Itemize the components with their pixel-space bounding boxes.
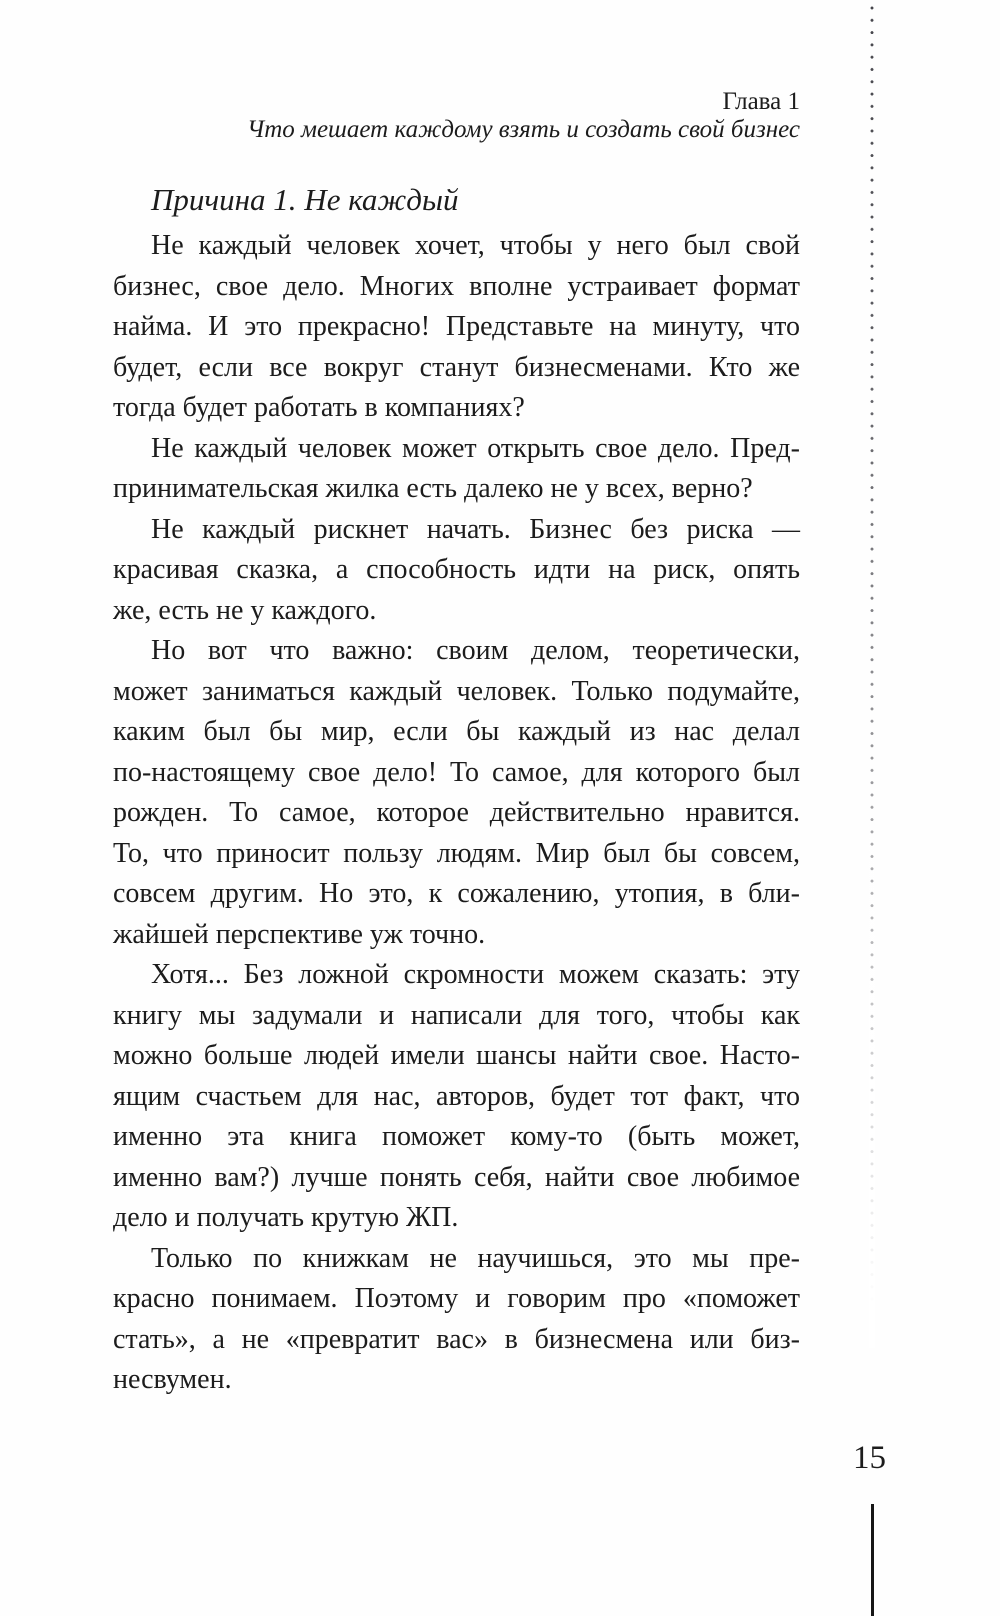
paragraph <box>113 955 800 1239</box>
paragraph-line: именно эта книга поможет кому-то (быть может, <box>113 1121 800 1152</box>
paragraph <box>113 631 800 955</box>
paragraph-line: ящим счастьем для нас, авторов, будет тот факт, что <box>113 1080 800 1112</box>
paragraph <box>113 429 800 510</box>
paragraph <box>113 226 800 429</box>
paragraph-line: бизнес, свое дело. Многих вполне устраивает формат <box>113 270 800 302</box>
paragraph-line: стать», а не «превратит вас» в бизнесмена или биз- <box>113 1323 800 1355</box>
section-heading: Причина 1. Не каждый <box>151 182 459 217</box>
paragraph-line: рожден. То самое, которое действительно нравится. <box>113 797 800 828</box>
paragraph-line: совсем другим. Но это, к сожалению, утопия, в бли- <box>113 878 800 909</box>
paragraph-line: будет, если все вокруг станут бизнесменами. Кто же <box>113 351 800 383</box>
paragraph-line: Хотя... Без ложной скромности можем сказать: эту <box>151 959 800 990</box>
paragraph-line: Только по книжкам не научишься, это мы пре- <box>151 1242 800 1274</box>
paragraph-line: по-настоящему свое дело! То самое, для которого был <box>113 756 800 788</box>
paragraph-line: можно больше людей имели шансы найти свое. Насто- <box>113 1040 800 1071</box>
paragraph-line: принимательская жилка есть далеко не у всех, верно? <box>113 473 753 504</box>
paragraph-line: книгу мы задумали и написали для того, чтобы как <box>113 999 800 1031</box>
page-content <box>113 0 800 1401</box>
paragraph-line: Но вот что важно: своим делом, теоретически, <box>151 635 800 666</box>
page-number: 15 <box>853 1440 886 1476</box>
running-header-title: Что мешает каждому взять и создать свой бизнес <box>246 116 800 143</box>
paragraph-line: несвумен. <box>113 1364 232 1395</box>
paragraph-line: каким был бы мир, если бы каждый из нас делал <box>113 716 800 747</box>
paragraph <box>113 510 800 632</box>
corner-rule <box>871 1504 874 1616</box>
paragraph-line: красивая сказка, а способность идти на риск, опять <box>113 554 800 585</box>
margin-dotted-rule <box>869 3 875 1348</box>
paragraph-line: То, что приносит пользу людям. Мир был бы совсем, <box>113 837 800 869</box>
paragraph-line: Не каждый человек может открыть свое дело. Пред- <box>151 432 800 464</box>
paragraph-line: дело и получать крутую ЖП. <box>113 1202 459 1233</box>
paragraph-line: же, есть не у каждого. <box>113 594 377 626</box>
paragraph <box>113 1239 800 1401</box>
paragraph-line: найма. И это прекрасно! Представьте на минуту, что <box>113 311 800 342</box>
paragraph-line: именно вам?) лучше понять себя, найти свое любимое <box>113 1161 800 1193</box>
running-header <box>113 88 800 144</box>
paragraph-line: может заниматься каждый человек. Только подумайте, <box>113 675 800 707</box>
body-paragraphs <box>113 226 800 1401</box>
paragraph-line: Не каждый человек хочет, чтобы у него был свой <box>151 230 800 261</box>
paragraph-line: красно понимаем. Поэтому и говорим про «поможет <box>113 1283 800 1314</box>
running-header-chapter: Глава 1 <box>722 88 800 115</box>
paragraph-line: жайшей перспективе уж точно. <box>113 918 486 950</box>
paragraph-line: тогда будет работать в компаниях? <box>113 392 525 423</box>
paragraph-line: Не каждый рискнет начать. Бизнес без риска — <box>151 513 800 545</box>
